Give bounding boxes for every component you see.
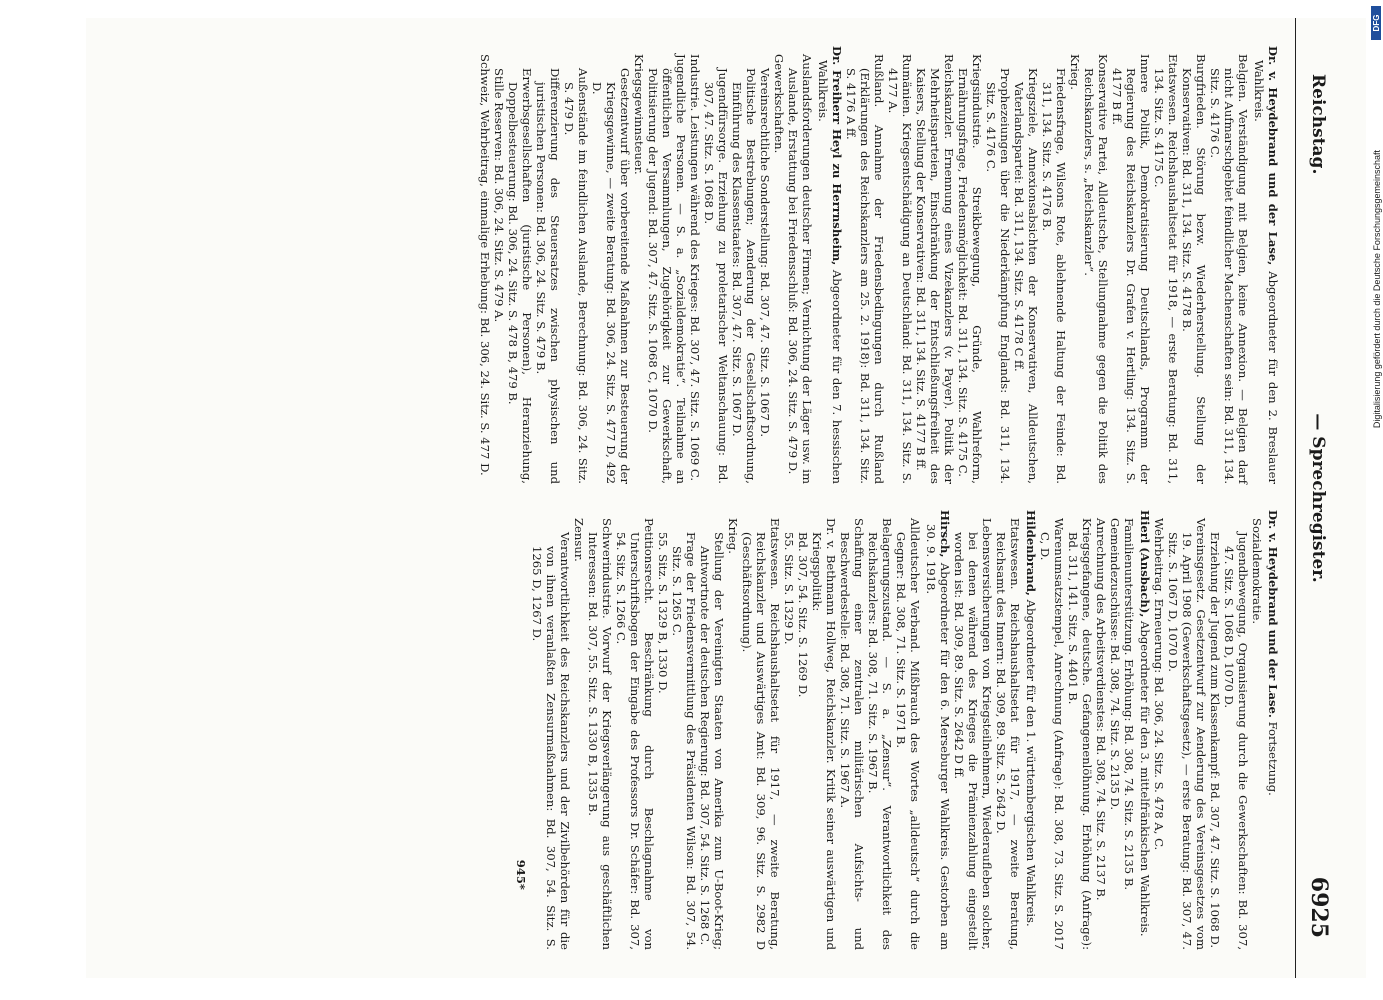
register-subentry: Etatswesen. Reichshaushaltsetat für 1917, — zweite Beratung, Reichsamt des Innern: Bd. 309, 89. Sitz. S. 2642 D. xyxy=(994,518,1022,950)
register-subentry: Kriegsindustrie. Streikbewegung, Gründe, Wahlreform, Ernährungsfrage, Friedensmöglichkeit: Bd. 311, 134. Sitz. S. 4175 C. xyxy=(956,54,984,484)
page-number: 6925 xyxy=(1306,876,1332,938)
register-subentry: Anrechnung des Arbeitsverdienstes: Bd. 308, 74. Sitz. S. 2137 B. xyxy=(1094,518,1108,901)
signature-mark: 945* xyxy=(514,859,528,890)
register-subsubentry: 55. Sitz. S. 1329 B, 1330 D. xyxy=(656,532,670,694)
register-subsubentry: Kriegsziele, Annexionsabsichten der Konservativen, Alldeutschen, Vaterlandspartei: Bd. 311, 134. Sitz. S. 4178 C ff. xyxy=(1012,68,1040,484)
register-subentry: Familienunterstützung. Erhöhung: Bd. 308, 74. Sitz. S. 2135 B. xyxy=(1122,518,1136,891)
register-subentry: Gemeindezuschüsse: Bd. 308, 74. Sitz. S. 2135 D. xyxy=(1108,518,1122,811)
register-subentry: Zensur. xyxy=(572,518,586,562)
register-subentry: Kriegsgewinnsteuer. xyxy=(632,54,646,175)
register-subentry: Etatswesen. Reichshaushaltsetat für 1918, — erste Beratung: Bd. 311, 134. Sitz. S. 4175 C. xyxy=(1152,54,1180,484)
entry-description: Fortsetzung. xyxy=(1266,717,1280,796)
register-subentry: Etatswesen. Reichshaushaltsetat für 1917, — zweite Beratung, Reichskanzler und Auswärtiges Amt: Bd. 309, 96. Sitz. S. 2982 D (Geschäftsordnung). xyxy=(740,518,782,950)
header-left: Reichstag. xyxy=(1308,74,1328,175)
entry-name: Dr. v. Heydebrand und der Lase, xyxy=(1266,46,1280,266)
register-subsubentry: Erziehung der Jugend zum Klassenkampf: Bd. 307, 47. Sitz. S. 1068 D. xyxy=(1208,532,1222,949)
register-entry-heading xyxy=(1252,46,1280,484)
register-subsubentry: Außenstände im feindlichen Auslande, Berechnung: Bd. 306, 24. Sitz. S. 479 D. xyxy=(562,68,590,484)
register-subentry: Belagerungszustand. — S. a. „Zensur“. Verantwortlichkeit des Reichskanzlers: Bd. 308, 71. Sitz. S. 1967 B. xyxy=(866,518,894,950)
register-entry-heading xyxy=(1024,510,1038,950)
register-subentry: Schaffung einer zentralen militärischen Aufsichts- und Beschwerdestelle: Bd. 308, 71. Sitz. S. 1967 A. xyxy=(838,518,866,950)
register-subentry: Jugendliche Personen. — S. a. „Sozialdemokratie“. Teilnahme an öffentlichen Versammlungen, Zugehörigkeit zur Gewerkschaft, Politisierung der Jugend: Bd. 307, 47. Sitz. S. 1068 C, 1070 D. xyxy=(646,54,688,484)
right-column xyxy=(514,510,1280,950)
register-subentry: Innere Politik, Demokratisierung Deutschlands, Programm der Regierung des Reichskanzlers Dr. Grafen v. Hertling: 134. Sitz. S. 4177 B ff. xyxy=(1110,54,1152,484)
register-subsubentry: Jugendfürsorge. Erziehung zu proletarischer Weltanschauung: Bd. 307, 47. Sitz. S. 1068 D. xyxy=(702,68,730,484)
register-subentry: Gewerkschaften. xyxy=(772,54,786,154)
dfg-logo-text: DFG xyxy=(1372,14,1381,32)
register-subentry: Rumänien. Kriegsentschädigung an Deutschland: Bd. 311, 134. Sitz. S. 4177 A. xyxy=(886,54,914,484)
register-subsubentry: Verantwortlichkeit des Reichskanzlers und der Zivilbehörden für die von ihnen veranlaßten Zensurmaßnahmen: Bd. 307, 54. Sitz. S. 1265 D, 1267 D. xyxy=(530,532,572,950)
document-page xyxy=(86,18,1366,978)
register-subentry: Warenumsatzstempel, Anrechnung (Anfrage): Bd. 308, 73. Sitz. S. 2017 C, D. xyxy=(1038,518,1066,950)
entry-name: Hildenbrand, xyxy=(1024,510,1038,596)
register-subsubentry: Vereinsrechtliche Sonderstellung: Bd. 307, 47. Sitz. S. 1067 D. xyxy=(758,68,772,438)
dfg-logo xyxy=(1371,6,1381,40)
register-subentry: Kriegsgefangene, deutsche. Gefangenenlöhnung. Erhöhung (Anfrage): Bd. 311, 141. Sitz. S. 4401 B. xyxy=(1066,518,1094,950)
register-subsubentry: Bd. 307, 54. Sitz. S. 1269 D. xyxy=(796,532,810,698)
register-subentry: Konservative Partei, Alldeutsche, Stellungnahme gegen die Politik des Reichskanzlers, s. „Reichskanzler“. xyxy=(1082,54,1110,484)
register-subsubentry: 55. Sitz. S. 1329 D. xyxy=(782,532,796,645)
register-subsubentry: Prophezeiungen über die Niederkämpfung Englands: Bd. 311, 134. Sitz. S. 4176 C. xyxy=(984,68,1012,484)
register-subsubentry: Gesetzentwurf über vorbereitende Maßnahmen zur Besteuerung der Kriegsgewinne, — zweite Beratung: Bd. 306, 24. Sitz. S. 477 D, 492 D. xyxy=(590,68,632,484)
entry-description: Abgeordneter für den 2. Breslauer Wahlkreis. xyxy=(1252,60,1280,484)
entry-name: Dr. v. Heydebrand und der Lase. xyxy=(1266,510,1280,718)
register-subsubentry: Politische Bestrebungen; Aenderung der Gesellschaftsordnung, Einführung des Klassenstaates: Bd. 307, 47. Sitz. S. 1067 D. xyxy=(730,68,758,484)
register-entry-heading xyxy=(816,46,844,484)
register-subentry: Burgfrieden. Störung bezw. Wiederherstellung. Stellung der Konservativen: Bd. 311, 134. Sitz. S. 4178 B. xyxy=(1180,54,1208,484)
register-subentry: Petitionsrecht. Beschränkung durch Beschlagnahme von Unterschriftsbogen der Eingabe des Professors Dr. Schäfer: Bd. 307, 54. Sitz. S. 1266 C. xyxy=(614,518,656,950)
register-subentry: Lebensversicherungen von Kriegsteilnehmern, Wiederaufleben solcher, bei denen während des Krieges die Prämienzahlung eingestellt worden ist: Bd. 309, 89. Sitz. S. 2642 D ff. xyxy=(952,518,994,950)
register-subentry: Reichskanzler. Ernennung eines Vizekanzlers (v. Payer). Politik der Mehrheitsparteien, Einschränkung der Entschließungsfreiheit des Kaisers, Stellung der Konservativen: Bd. 311, 134. Sitz. S. 4177 B ff. xyxy=(914,54,956,484)
register-subsubentry: Jugendbewegung, Organisierung durch die Gewerkschaften: Bd. 307, 47. Sitz. S. 1068 D, 1070 D. xyxy=(1222,532,1250,950)
register-entry-heading xyxy=(1138,510,1152,950)
register-subentry: Vereinsgesetz. Gesetzentwurf zur Aenderung des Vereinsgesetzes vom 19. April 1908 (Gewerkschaftsgesetz), — erste Beratung: Bd. 307, 47. Sitz. S. 1067 D, 1070 D. xyxy=(1166,518,1208,950)
register-subentry: Schwerindustrie. Vorwurf der Kriegsverlängerung aus geschäftlichen Interessen: Bd. 307, 55. Sitz. S. 1330 B, 1335 B. xyxy=(586,518,614,950)
entry-description: Abgeordneter für den 6. Merseburger Wahlkreis. Gestorben am 30. 9. 1918. xyxy=(924,524,952,950)
digitization-note xyxy=(1372,150,1380,850)
register-subentry: Sozialdemokratie. xyxy=(1250,518,1264,625)
entry-name: Hirsch, xyxy=(938,510,952,558)
register-subentry: Krieg. xyxy=(1068,54,1082,90)
register-subentry: Belgien. Verständigung mit Belgien, keine Annexion. — Belgien darf nicht Aufmarschgebiet feindlicher Machenschaften sein: Bd. 311, 134. Sitz. S. 4176 C. xyxy=(1208,54,1250,484)
register-entry-heading xyxy=(1266,510,1280,950)
left-column xyxy=(478,46,1280,484)
register-subsubentry: Stellung der Vereinigten Staaten von Amerika zum U-Boot-Krieg; Antwortnote der deutschen Regierung: Bd. 307, 54. Sitz. S. 1268 C. xyxy=(698,532,726,950)
entry-name: Hierl (Ansbach), xyxy=(1138,510,1152,618)
register-subentry: Schweiz, Wehrbeitrag, einmalige Erhebung: Bd. 306, 24. Sitz. S. 477 D. xyxy=(478,54,492,476)
digitization-note-text: Digitalisierung gefördert durch die Deutsche Forschungsgemeinschaft xyxy=(1372,150,1382,429)
register-subentry: Auslandsforderungen deutscher Firmen; Vernichtung der Läger usw. im Auslande, Erstattung bei Friedensschluß: Bd. 306, 24. Sitz. S. 479 D. xyxy=(786,54,814,484)
register-subentry: Rußland. Annahme der Friedensbedingungen durch Rußland (Erklärungen des Reichskanzlers am 25. 2. 1918): Bd. 311, 134. Sitz. S. 4176 A ff. xyxy=(844,54,886,484)
register-subentry: Dr. v. Bethmann Hollweg, Reichskanzler. Kritik seiner auswärtigen und Kriegspolitik: xyxy=(810,518,838,950)
register-subentry: Krieg. xyxy=(726,518,740,554)
register-subsubentry: Stille Reserven: Bd. 306, 24. Sitz. S. 479 A. xyxy=(492,68,506,323)
page-header xyxy=(1295,18,1346,978)
register-entry-heading xyxy=(924,510,952,950)
register-subentry: Wehrbeitrag. Erneuerung: Bd. 306, 24. Sitz. S. 478 A, C. xyxy=(1152,518,1166,851)
header-center: — Sprechregister. xyxy=(1308,413,1328,583)
register-subsubentry: Frage der Friedensvermittlung des Präsidenten Wilson: Bd. 307, 54. Sitz. S. 1265 C. xyxy=(670,532,698,950)
register-subentry: Industrie. Leistungen während des Krieges: Bd. 307, 47. Sitz. S. 1069 C. xyxy=(688,54,702,482)
register-subsubentry: Erwerbsgesellschaften (juristische Personen), Heranziehung, Doppelbesteuerung: Bd. 306, 24. Sitz. S. 478 B, 479 B. xyxy=(506,68,534,484)
register-subsubentry: Friedensfrage, Wilsons Rote, ablehnende Haltung der Feinde: Bd. 311, 134. Sitz. S. 4176 B. xyxy=(1040,68,1068,484)
entry-description: Abgeordneter für den 3. mittelfränkischen Wahlkreis. xyxy=(1138,617,1152,937)
register-subentry: Alldeutscher Verband. Mißbrauch des Wortes „alldeutsch“ durch die Gegner: Bd. 308, 71. Sitz. S. 1971 B. xyxy=(894,518,922,950)
entry-description: Abgeordneter für den 7. hessischen Wahlkreis. xyxy=(816,60,844,484)
register-subsubentry: Differenzierung des Steuersatzes zwischen physischen und juristischen Personen: Bd. 306, 24. Sitz. S. 479 B. xyxy=(534,68,562,484)
entry-description: Abgeordneter für den 1. württembergischen Wahlkreis. xyxy=(1024,595,1038,927)
entry-name: Dr. Freiherr Heyl zu Herrnsheim, xyxy=(830,46,844,266)
